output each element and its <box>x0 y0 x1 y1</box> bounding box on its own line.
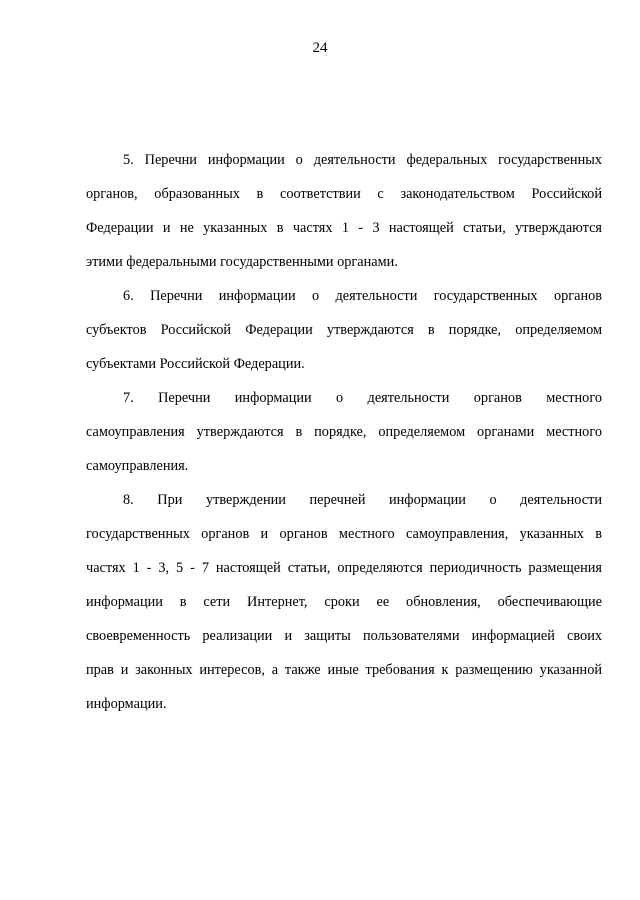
paragraph-6 <box>86 279 602 381</box>
paragraph-line: 7. Перечни информации о деятельности органов местного <box>123 390 602 406</box>
paragraph-line: прав и законных интересов, а также иные требования к размещению указанной <box>86 662 602 678</box>
paragraph-line: Федерации и не указанных в частях 1 - 3 настоящей статьи, утверждаются <box>86 220 602 236</box>
paragraph-line: 5. Перечни информации о деятельности федеральных государственных <box>123 152 602 168</box>
paragraph-line: государственных органов и органов местного самоуправления, указанных в <box>86 526 602 542</box>
paragraph-8 <box>86 483 602 721</box>
paragraph-line: субъектами Российской Федерации. <box>86 356 305 372</box>
paragraph-line: этими федеральными государственными органами. <box>86 254 398 270</box>
paragraph-line: самоуправления. <box>86 458 189 474</box>
page-number: 24 <box>312 40 328 56</box>
paragraph-line: субъектов Российской Федерации утверждаются в порядке, определяемом <box>86 322 602 338</box>
paragraph-line: информации. <box>86 696 167 712</box>
paragraph-line: 6. Перечни информации о деятельности государственных органов <box>123 288 602 304</box>
paragraph-line: информации в сети Интернет, сроки ее обновления, обеспечивающие <box>86 594 602 610</box>
paragraph-line: самоуправления утверждаются в порядке, определяемом органами местного <box>86 424 602 440</box>
paragraph-7 <box>86 381 602 483</box>
document-body <box>86 143 602 721</box>
paragraph-line: частях 1 - 3, 5 - 7 настоящей статьи, определяются периодичность размещения <box>86 560 602 576</box>
paragraph-5 <box>86 143 602 279</box>
paragraph-line: 8. При утверждении перечней информации о деятельности <box>123 492 602 508</box>
paragraph-line: своевременность реализации и защиты пользователями информацией своих <box>86 628 602 644</box>
paragraph-line: органов, образованных в соответствии с законодательством Российской <box>86 186 602 202</box>
